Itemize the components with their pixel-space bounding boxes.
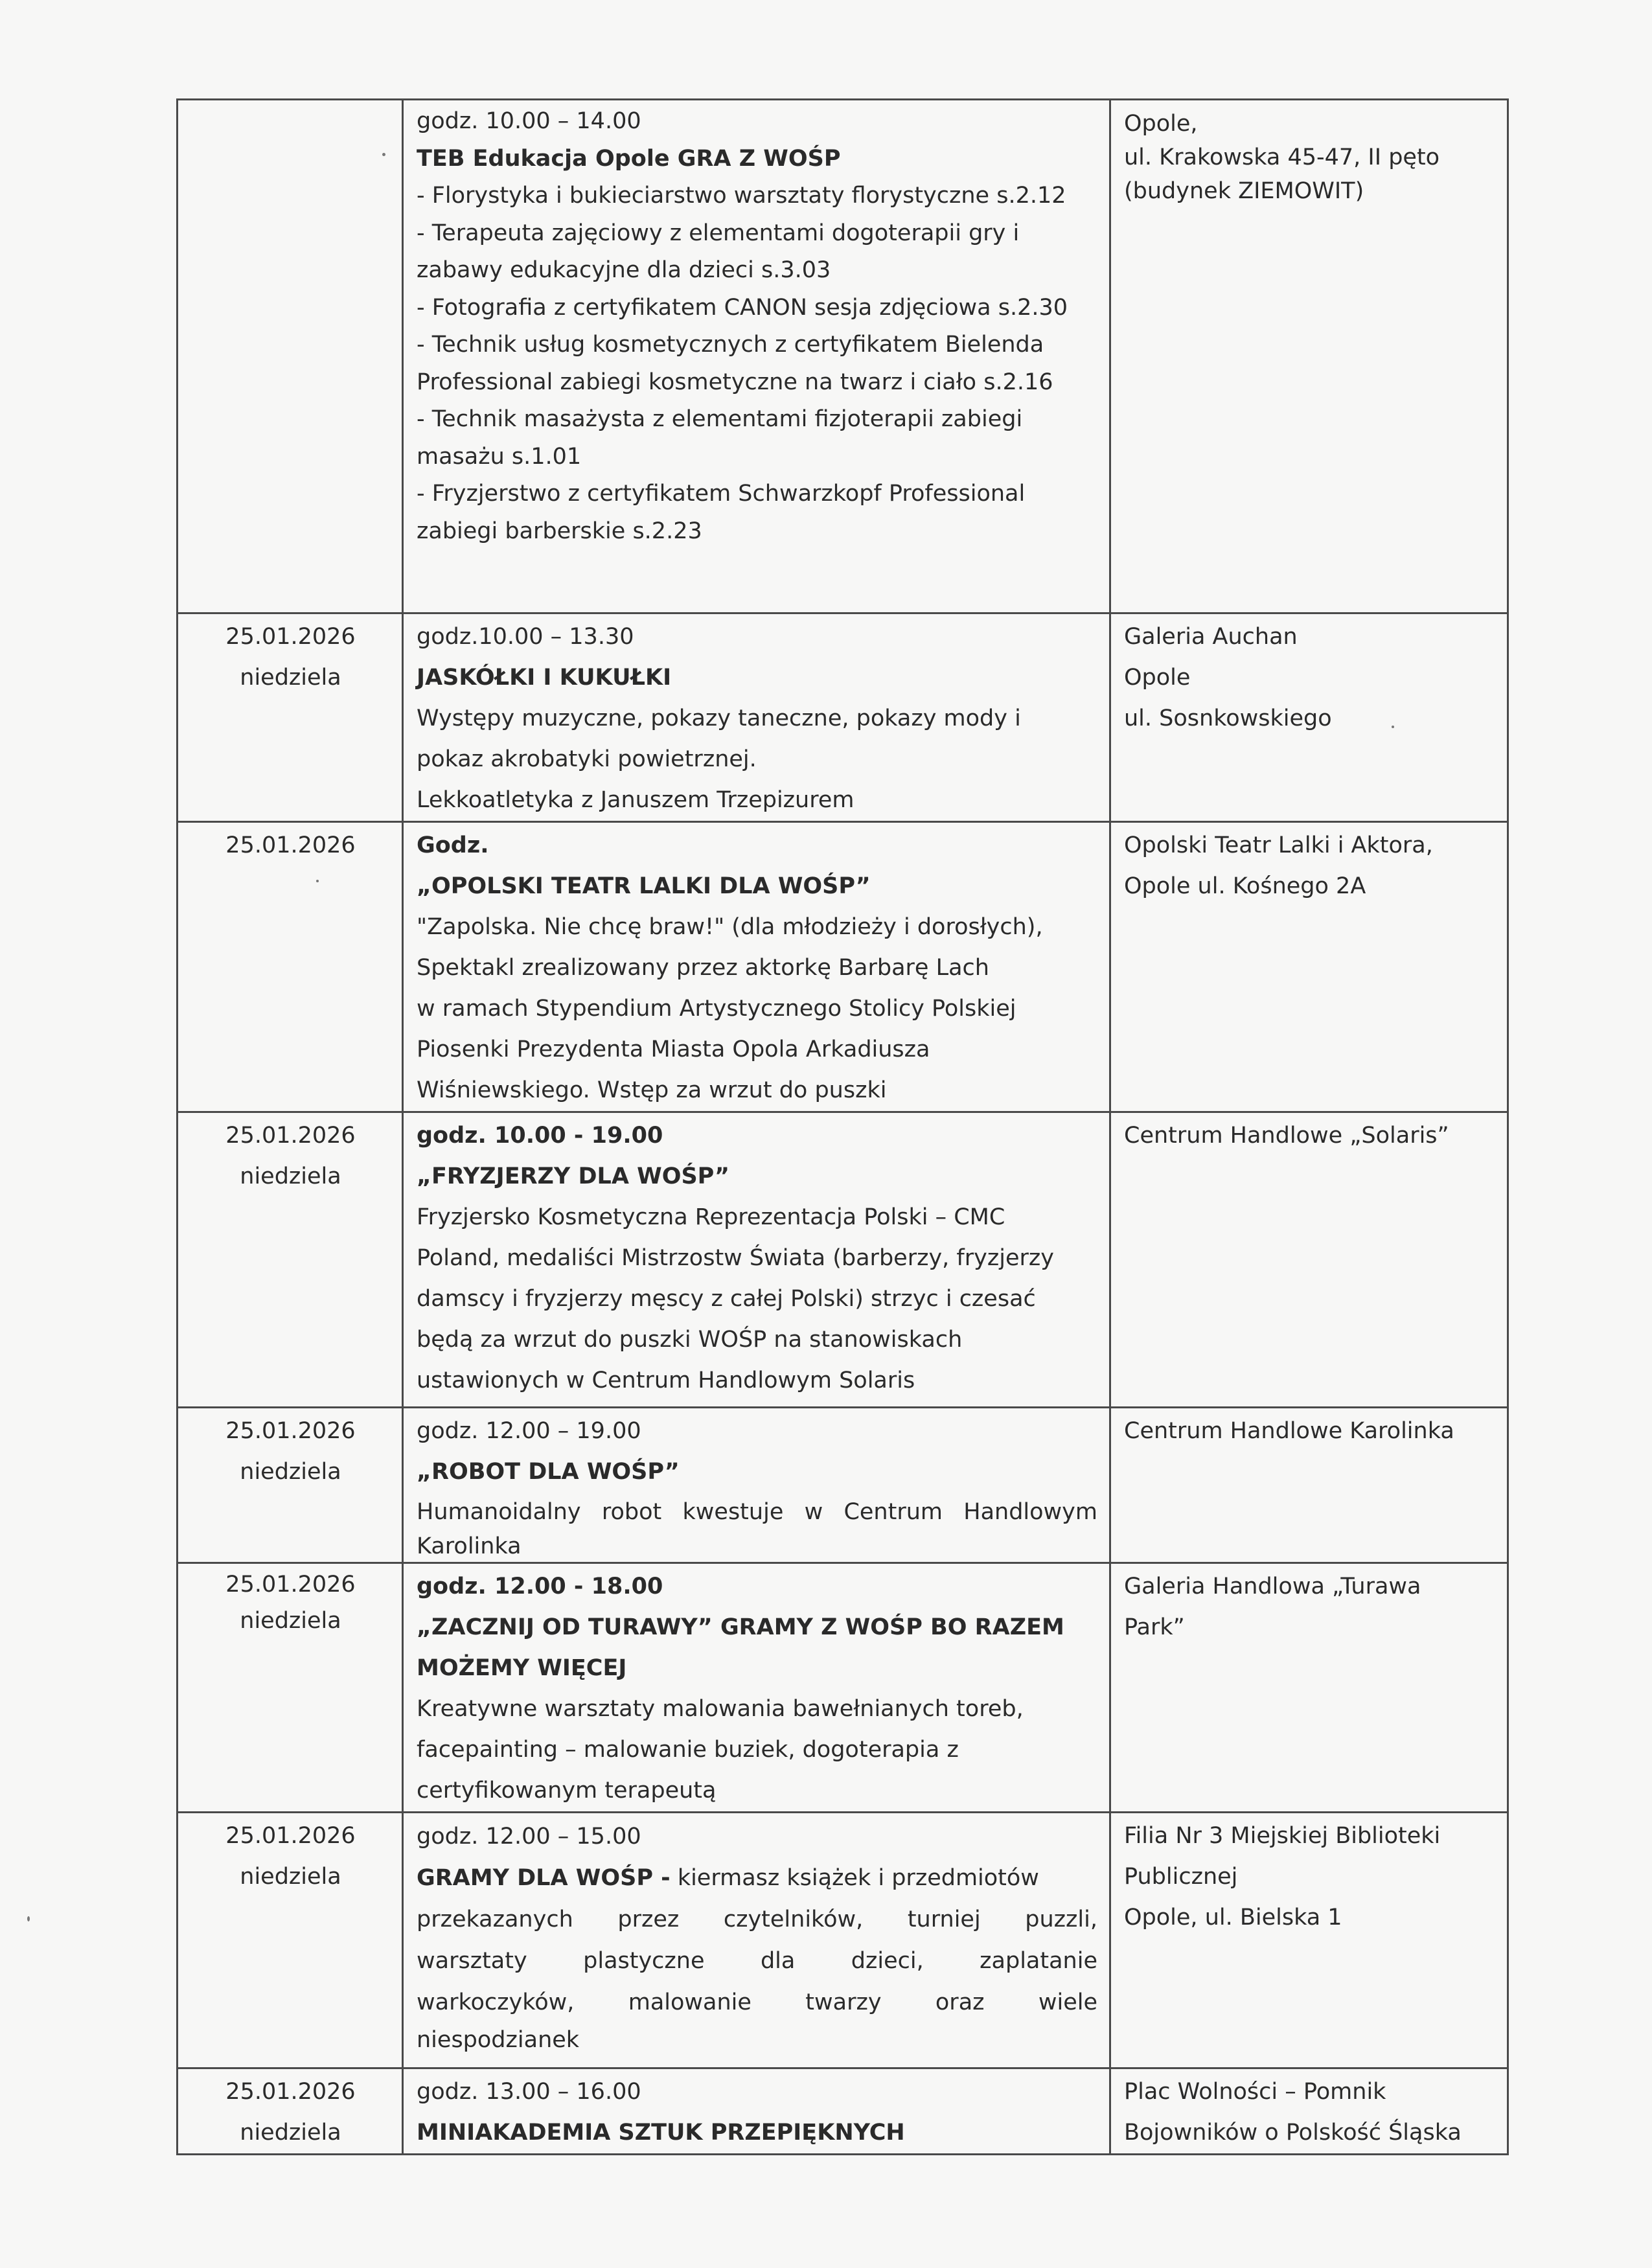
event-detail: masażu s.1.01 [417, 443, 582, 470]
date-cell [178, 1112, 403, 1408]
event-detail: damscy i fryzjerzy męscy z całej Polski) strzyc i czesać [417, 1286, 1036, 1312]
event-schedule-table [176, 98, 1509, 2155]
event-title: JASKÓŁKI I KUKUŁKI [417, 665, 672, 691]
event-detail: facepainting – malowanie buziek, dogoterapia z [417, 1737, 959, 1763]
place-cell [1110, 100, 1508, 613]
event-detail: Humanoidalny robot kwestuje w Centrum Handlowym [417, 1499, 1097, 1525]
place-line: Opole, ul. Bielska 1 [1124, 1905, 1342, 1930]
event-title: TEB Edukacja Opole GRA Z WOŚP [417, 145, 841, 172]
place-cell [1110, 1408, 1508, 1563]
event-detail: ustawionych w Centrum Handlowym Solaris [417, 1368, 915, 1393]
place-cell [1110, 613, 1508, 822]
event-day: niedziela [240, 1459, 341, 1485]
description-cell [403, 613, 1110, 822]
event-date: 25.01.2026 [225, 1123, 356, 1149]
event-detail: - Terapeuta zajęciowy z elementami dogoterapii gry i [417, 220, 1020, 246]
place-line: Galeria Handlowa „Turawa [1124, 1574, 1421, 1599]
table-row [178, 1112, 1508, 1408]
event-time: godz. 12.00 – 19.00 [417, 1418, 641, 1444]
event-date: 25.01.2026 [225, 832, 356, 858]
place-cell [1110, 2068, 1508, 2155]
event-detail: będą za wrzut do puszki WOŚP na stanowiskach [417, 1327, 963, 1353]
event-detail: zabawy edukacyjne dla dzieci s.3.03 [417, 257, 831, 283]
place-line: Galeria Auchan [1124, 624, 1298, 650]
date-cell [178, 100, 403, 613]
table-row [178, 1563, 1508, 1813]
event-time: godz. 12.00 - 18.00 [417, 1574, 663, 1599]
event-detail: - Fotografia z certyfikatem CANON sesja zdjęciowa s.2.30 [417, 294, 1068, 321]
date-cell [178, 822, 403, 1112]
place-line: ul. Sosnkowskiego [1124, 705, 1332, 731]
place-line: Bojowników o Polskość Śląska [1124, 2120, 1462, 2146]
event-detail: Występy muzyczne, pokazy taneczne, pokazy mody i [417, 705, 1021, 731]
event-detail: Lekkoatletyka z Januszem Trzepizurem [417, 787, 855, 813]
event-detail: zabiegi barberskie s.2.23 [417, 518, 702, 544]
event-detail: - Technik usług kosmetycznych z certyfikatem Bielenda [417, 332, 1044, 358]
event-date: 25.01.2026 [225, 624, 356, 650]
event-title: „ZACZNIJ OD TURAWY” GRAMY Z WOŚP BO RAZEM [417, 1614, 1064, 1640]
event-title: „FRYZJERZY DLA WOŚP” [417, 1163, 729, 1189]
event-detail: certyfikowanym terapeutą [417, 1778, 717, 1804]
event-detail: warkoczyków, malowanie twarzy oraz wiele [417, 1989, 1097, 2015]
event-detail: - Florystyka i bukieciarstwo warsztaty florystyczne s.2.12 [417, 183, 1066, 209]
event-date: 25.01.2026 [225, 2079, 356, 2105]
table-row [178, 1408, 1508, 1563]
event-title-continued: MOŻEMY WIĘCEJ [417, 1655, 627, 1681]
place-cell [1110, 1813, 1508, 2068]
table-row [178, 822, 1508, 1112]
table-row [178, 100, 1508, 613]
event-time: godz. 13.00 – 16.00 [417, 2079, 641, 2105]
place-line: Plac Wolności – Pomnik [1124, 2079, 1386, 2105]
description-cell [403, 100, 1110, 613]
event-time: godz.10.00 – 13.30 [417, 624, 634, 650]
event-detail: pokaz akrobatyki powietrznej. [417, 746, 757, 772]
event-detail: przekazanych przez czytelników, turniej puzzli, [417, 1907, 1097, 1932]
event-day: niedziela [240, 665, 341, 691]
event-detail: niespodzianek [417, 2027, 580, 2053]
event-detail: w ramach Stypendium Artystycznego Stolicy Polskiej [417, 996, 1016, 1022]
event-date: 25.01.2026 [225, 1572, 356, 1598]
event-day: niedziela [240, 1163, 341, 1189]
date-cell [178, 2068, 403, 2155]
event-title: „ROBOT DLA WOŚP” [417, 1459, 680, 1485]
event-detail: kiermasz książek i przedmiotów [670, 1865, 1039, 1891]
place-line: ul. Krakowska 45-47, II pęto [1124, 144, 1440, 170]
table-row [178, 1813, 1508, 2068]
table-row [178, 2068, 1508, 2155]
place-line: Opole ul. Kośnego 2A [1124, 873, 1366, 899]
place-line: Filia Nr 3 Miejskiej Biblioteki [1124, 1823, 1441, 1849]
event-detail: Kreatywne warsztaty malowania bawełnianych toreb, [417, 1696, 1024, 1722]
event-detail: warsztaty plastyczne dla dzieci, zaplatanie [417, 1948, 1097, 1974]
event-time: godz. 10.00 – 14.00 [417, 108, 641, 134]
place-line: Opole, [1124, 111, 1198, 137]
event-detail: Spektakl zrealizowany przez aktorkę Barbarę Lach [417, 955, 989, 981]
event-day: niedziela [240, 1608, 341, 1634]
description-cell [403, 822, 1110, 1112]
event-detail: Karolinka [417, 1533, 522, 1559]
event-detail: Fryzjersko Kosmetyczna Reprezentacja Polski – CMC [417, 1204, 1005, 1230]
event-detail: - Technik masażysta z elementami fizjoterapii zabiegi [417, 406, 1023, 432]
event-title: GRAMY DLA WOŚP - [417, 1865, 671, 1891]
description-cell [403, 2068, 1110, 2155]
event-title: „OPOLSKI TEATR LALKI DLA WOŚP” [417, 873, 871, 899]
event-detail: Wiśniewskiego. Wstęp za wrzut do puszki [417, 1077, 887, 1103]
event-detail: "Zapolska. Nie chcę braw!" (dla młodzieży i dorosłych), [417, 914, 1043, 940]
description-cell [403, 1112, 1110, 1408]
date-cell [178, 613, 403, 822]
table-row [178, 613, 1508, 822]
place-line: Centrum Handlowe „Solaris” [1124, 1123, 1449, 1149]
place-line: Opole [1124, 665, 1191, 691]
event-title: MINIAKADEMIA SZTUK PRZEPIĘKNYCH [417, 2120, 905, 2146]
place-cell [1110, 1563, 1508, 1813]
place-line: Opolski Teatr Lalki i Aktora, [1124, 832, 1433, 858]
place-line: Centrum Handlowe Karolinka [1124, 1418, 1454, 1444]
description-cell [403, 1813, 1110, 2068]
event-day: niedziela [240, 1864, 341, 1890]
event-detail: - Fryzjerstwo z certyfikatem Schwarzkopf Professional [417, 481, 1026, 507]
place-cell [1110, 822, 1508, 1112]
event-time: Godz. [417, 832, 489, 858]
event-detail: Poland, medaliści Mistrzostw Świata (barberzy, fryzjerzy [417, 1245, 1054, 1271]
place-line: Park” [1124, 1614, 1185, 1640]
place-cell [1110, 1112, 1508, 1408]
event-title-line [417, 1857, 1097, 1899]
event-date: 25.01.2026 [225, 1823, 356, 1849]
description-cell [403, 1408, 1110, 1563]
date-cell [178, 1563, 403, 1813]
date-cell [178, 1813, 403, 2068]
event-date: 25.01.2026 [225, 1418, 356, 1444]
scan-speck [27, 1916, 30, 1921]
description-cell [403, 1563, 1110, 1813]
event-time: godz. 12.00 – 15.00 [417, 1824, 641, 1850]
event-time: godz. 10.00 - 19.00 [417, 1123, 663, 1149]
event-detail: Piosenki Prezydenta Miasta Opola Arkadiusza [417, 1037, 930, 1062]
event-day: niedziela [240, 2120, 341, 2146]
place-line: Publicznej [1124, 1864, 1238, 1890]
place-line: (budynek ZIEMOWIT) [1124, 178, 1364, 204]
date-cell [178, 1408, 403, 1563]
event-detail: Professional zabiegi kosmetyczne na twarz i ciało s.2.16 [417, 369, 1053, 395]
